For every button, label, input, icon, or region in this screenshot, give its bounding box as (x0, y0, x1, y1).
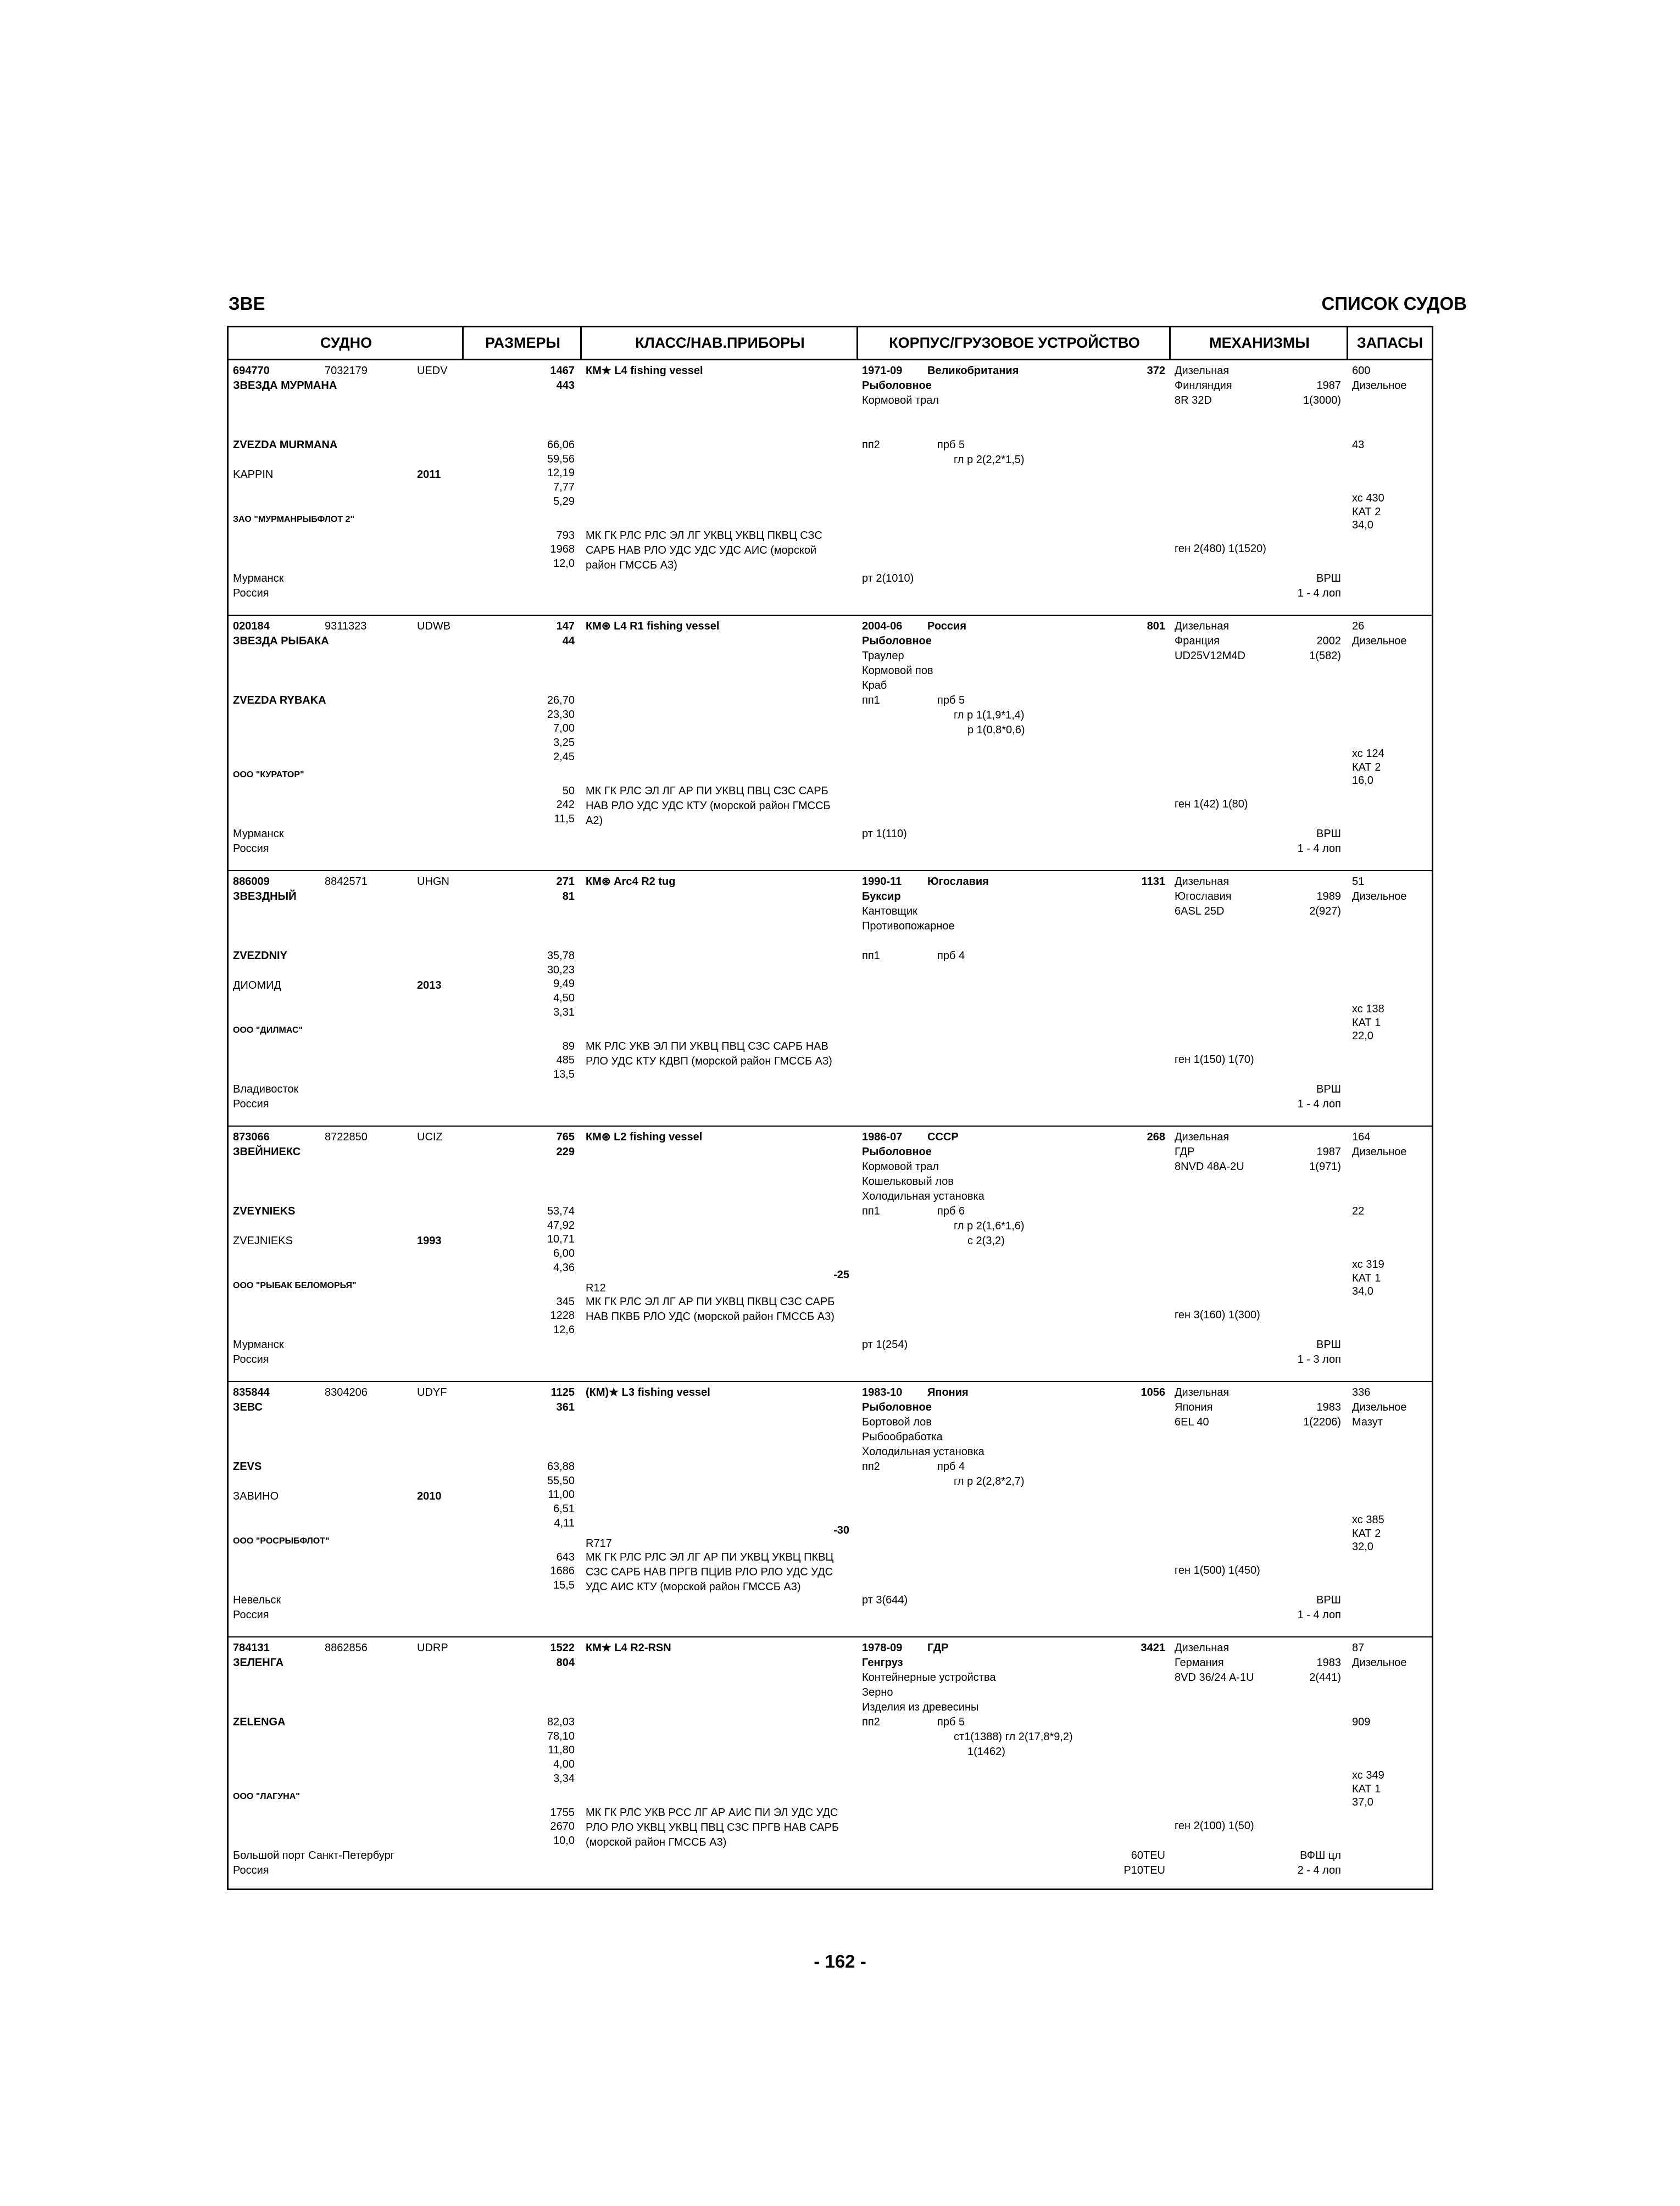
bulkheads: прб 5 (937, 439, 965, 451)
stores-category: КАТ 1 (1352, 1017, 1381, 1029)
vessel-name-latin: ZVEZDA RYBAKA (233, 694, 326, 706)
navigation-equipment: МК ГК РЛС ЭЛ ЛГ АР ПИ УКВЦ ПВЦ СЗС САРБ НАВ РЛО УДС УДС КТУ (морской район ГМССБ А2) (586, 785, 831, 827)
cargo-gear: рт 2(1010) (862, 572, 914, 584)
vessel-name: ЗЕВС (233, 1401, 263, 1413)
stores-category: КАТ 2 (1352, 1528, 1381, 1540)
weight-value: 11,5 (554, 813, 575, 825)
hatch-info: ст1(1388) гл 2(17,8*9,2) (954, 1731, 1073, 1743)
weight-value: 13,5 (553, 1068, 575, 1080)
imo-number: 8842571 (325, 876, 368, 888)
registration-year: 2011 (417, 469, 441, 481)
navigation-equipment: МК ГК РЛС УКВ РСС ЛГ АР АИС ПИ ЭЛ УДС УДС РЛО РЛО УКВЦ УКВЦ ПВЦ СЗС ПРГВ НАВ САРБ (морской район ГМССБ А3) (586, 1807, 839, 1848)
net-tonnage: 229 (556, 1146, 575, 1158)
stores-capacity: хс 124 (1352, 748, 1384, 760)
net-tonnage: 361 (556, 1401, 575, 1413)
hatch-info: 1(1462) (967, 1746, 1005, 1758)
hull-feature: Изделия из древесины (862, 1701, 979, 1713)
vessel-name: ЗЕЛЕНГА (233, 1657, 284, 1669)
engine-country: Япония (1175, 1401, 1213, 1413)
imo-number: 8722850 (325, 1131, 368, 1143)
former-name: ЗАВИНО (233, 1490, 279, 1502)
net-tonnage: 804 (556, 1657, 575, 1669)
vessel-record (229, 1382, 1432, 1637)
column-header-dimensions: РАЗМЕРЫ (464, 327, 582, 360)
former-name: KAPPIN (233, 469, 274, 481)
fuel-type: Дизельное (1352, 635, 1407, 647)
stores-category: КАТ 1 (1352, 1272, 1381, 1284)
hull-feature: Краб (862, 679, 887, 692)
engine-country: ГДР (1175, 1146, 1195, 1158)
hull-feature: Холодильная установка (862, 1190, 984, 1202)
dimension-value: 47,92 (547, 1219, 575, 1232)
engine-country: Югославия (1175, 890, 1232, 903)
home-port: Владивосток (233, 1083, 299, 1095)
stores-capacity: хс 385 (1352, 1514, 1384, 1526)
engine-power: 1(971) (1309, 1161, 1341, 1173)
dimension-value: 59,56 (547, 453, 575, 465)
dimension-value: 6,51 (553, 1503, 575, 1515)
vessel-type: Рыболовное (862, 635, 932, 647)
dimension-value: 3,34 (553, 1773, 575, 1785)
generators: ген 1(150) 1(70) (1175, 1054, 1254, 1066)
call-sign: UCIZ (417, 1131, 443, 1143)
fuel-amount: 26 (1352, 620, 1365, 632)
dimension-value: 10,71 (547, 1233, 575, 1245)
dimension-value: 78,10 (547, 1730, 575, 1742)
bulkheads: прб 4 (937, 1461, 965, 1473)
dimension-value: 26,70 (547, 694, 575, 706)
bulkheads: прб 6 (937, 1205, 965, 1217)
build-country: СССР (927, 1131, 959, 1143)
gross-tonnage: 1467 (550, 365, 575, 377)
dimension-value: 82,03 (547, 1716, 575, 1728)
ice-temperature: -30 (833, 1524, 849, 1536)
engine-type: Дизельная (1175, 1642, 1230, 1654)
propeller-blades: 1 - 4 лоп (1297, 1609, 1341, 1621)
hatch-info: с 2(3,2) (967, 1235, 1005, 1247)
vessel-name-latin: ZELENGA (233, 1716, 286, 1728)
dimension-value: 30,23 (547, 964, 575, 976)
engine-model: UD25V12M4D (1175, 650, 1245, 662)
water-stores: 22 (1352, 1205, 1365, 1217)
hatch-info: гл р 2(2,2*1,5) (954, 454, 1025, 466)
registration-year: 1993 (417, 1235, 442, 1247)
vessel-name: ЗВЕЗДА МУРМАНА (233, 380, 337, 392)
class-notation: КМ★ L4 R2-RSN (586, 1642, 671, 1654)
stores-value: 34,0 (1352, 519, 1373, 531)
weight-value: 89 (562, 1040, 575, 1052)
imo-number: 8862856 (325, 1642, 368, 1654)
dimension-value: 7,77 (553, 481, 575, 493)
propeller: ВРШ (1316, 1339, 1341, 1351)
hull-number: 3421 (1141, 1642, 1165, 1654)
engine-type: Дизельная (1175, 1386, 1230, 1399)
fuel-type: Дизельное (1352, 1657, 1407, 1669)
vessel-name: ЗВЕЙНИЕКС (233, 1146, 301, 1158)
registry-number: 784131 (233, 1642, 270, 1654)
dimension-value: 2,45 (553, 751, 575, 763)
dimension-value: 4,36 (553, 1262, 575, 1274)
hull-number: 1131 (1141, 876, 1165, 888)
registry-number: 694770 (233, 365, 270, 377)
generators: ген 3(160) 1(300) (1175, 1309, 1260, 1321)
hull-feature: Контейнерные устройства (862, 1672, 996, 1684)
engine-type: Дизельная (1175, 365, 1230, 377)
hull-feature: Противопожарное (862, 920, 955, 932)
build-country: Югославия (927, 876, 989, 888)
engine-power: 1(3000) (1303, 394, 1341, 406)
cargo-gear: рт 1(254) (862, 1339, 908, 1351)
owner: ООО "КУРАТОР" (233, 770, 304, 779)
registration-year: 2013 (417, 979, 442, 991)
generators: ген 2(480) 1(1520) (1175, 543, 1266, 555)
dimension-value: 4,11 (554, 1517, 575, 1529)
navigation-equipment: МК ГК РЛС РЛС ЭЛ ЛГ УКВЦ УКВЦ ПКВЦ СЗС САРБ НАВ РЛО УДС УДС УДС АИС (морской район ГМССБ А3) (586, 530, 822, 571)
weight-value: 15,5 (553, 1579, 575, 1591)
vessel-type: Буксир (862, 890, 901, 903)
home-port: Мурманск (233, 828, 284, 840)
dimension-value: 9,49 (553, 978, 575, 990)
build-date: 1983-10 (862, 1386, 903, 1399)
vessel-name-latin: ZVEZDNIY (233, 950, 287, 962)
home-port: Мурманск (233, 572, 284, 584)
vessel-type: Рыболовное (862, 1146, 932, 1158)
vessel-record (229, 360, 1432, 616)
hatch-info: гл р 2(1,6*1,6) (954, 1220, 1025, 1232)
stores-capacity: хс 138 (1352, 1003, 1384, 1015)
weight-value: 12,6 (553, 1324, 575, 1336)
build-date: 1986-07 (862, 1131, 903, 1143)
stores-value: 22,0 (1352, 1030, 1373, 1042)
hull-feature: Кантовщик (862, 905, 917, 917)
vessel-record (229, 1637, 1432, 1893)
hatch-info: гл р 2(2,8*2,7) (954, 1475, 1025, 1488)
propeller: ВРШ (1316, 572, 1341, 584)
decks: пп2 (862, 1461, 880, 1473)
dimension-value: 12,19 (547, 467, 575, 479)
weight-value: 12,0 (553, 558, 575, 570)
dimension-value: 66,06 (547, 439, 575, 451)
dimension-value: 63,88 (547, 1461, 575, 1473)
class-notation: (КМ)★ L3 fishing vessel (586, 1386, 710, 1399)
hull-feature: Рыбообработка (862, 1431, 943, 1443)
flag-country: Россия (233, 1609, 269, 1621)
vessel-type: Генгруз (862, 1657, 903, 1669)
dimension-value: 11,00 (548, 1489, 575, 1501)
stores-capacity: хс 349 (1352, 1769, 1384, 1781)
weight-value: 345 (556, 1296, 575, 1308)
dimension-value: 4,00 (553, 1758, 575, 1770)
column-header-class: КЛАСС/НАВ.ПРИБОРЫ (582, 327, 858, 360)
engine-model: 6EL 40 (1175, 1416, 1209, 1428)
vessel-name: ЗВЕЗДА РЫБАКА (233, 635, 329, 647)
stores-category: КАТ 2 (1352, 506, 1381, 518)
weight-value: 10,0 (553, 1835, 575, 1847)
build-date: 1978-09 (862, 1642, 903, 1654)
call-sign: UEDV (417, 365, 448, 377)
vessel-record (229, 1127, 1432, 1382)
navigation-equipment: МК РЛС УКВ ЭЛ ПИ УКВЦ ПВЦ СЗС САРБ НАВ РЛО УДС КТУ КДВП (морской район ГМССБ А3) (586, 1040, 832, 1067)
net-tonnage: 443 (556, 380, 575, 392)
column-header-machinery: МЕХАНИЗМЫ (1171, 327, 1348, 360)
engine-year: 1983 (1316, 1657, 1341, 1669)
class-notation: КМ⊛ Arc4 R2 tug (586, 876, 676, 888)
column-header-hull: КОРПУС/ГРУЗОВОЕ УСТРОЙСТВО (858, 327, 1171, 360)
column-header-stores: ЗАПАСЫ (1348, 327, 1432, 360)
water-stores: 909 (1352, 1716, 1371, 1728)
engine-type: Дизельная (1175, 876, 1230, 888)
dimension-value: 5,29 (553, 495, 575, 508)
propeller-blades: 2 - 4 лоп (1297, 1864, 1341, 1876)
engine-power: 1(2206) (1303, 1416, 1341, 1428)
vessel-name-latin: ZVEYNIEKS (233, 1205, 296, 1217)
page-header-left: ЗВЕ (229, 293, 265, 314)
weight-value: 1686 (550, 1565, 575, 1577)
call-sign: UHGN (417, 876, 449, 888)
registry-number: 886009 (233, 876, 270, 888)
call-sign: UDRP (417, 1642, 448, 1654)
ice-temperature: -25 (833, 1269, 849, 1281)
fuel-type: Дизельное (1352, 1401, 1407, 1413)
weight-value: 793 (556, 530, 575, 542)
engine-model: 8VD 36/24 A-1U (1175, 1672, 1254, 1684)
registry-number: 873066 (233, 1131, 270, 1143)
engine-country: Финляндия (1175, 380, 1232, 392)
decks: пп1 (862, 950, 880, 962)
propeller: ВФШ цл (1300, 1850, 1341, 1862)
stores-capacity: хс 430 (1352, 492, 1384, 504)
stores-value: 34,0 (1352, 1285, 1373, 1297)
dimension-value: 3,31 (553, 1006, 575, 1018)
hatch-info: гл р 1(1,9*1,4) (954, 709, 1025, 721)
engine-power: 2(927) (1309, 905, 1341, 917)
engine-power: 1(582) (1309, 650, 1341, 662)
stores-category: КАТ 2 (1352, 761, 1381, 773)
propeller-blades: 1 - 4 лоп (1297, 1098, 1341, 1110)
owner: ООО "ДИЛМАС" (233, 1026, 303, 1035)
hull-feature: Бортовой лов (862, 1416, 932, 1428)
registry-number: 835844 (233, 1386, 270, 1399)
engine-year: 1987 (1316, 1146, 1341, 1158)
engine-power: 2(441) (1309, 1672, 1341, 1684)
fuel-type: Дизельное (1352, 1146, 1407, 1158)
vessel-table (227, 326, 1433, 1890)
owner: ООО "РОСРЫБФЛОТ" (233, 1536, 330, 1546)
hull-feature: Зерно (862, 1686, 893, 1698)
gross-tonnage: 1522 (550, 1642, 575, 1654)
engine-country: Франция (1175, 635, 1220, 647)
vessel-name: ЗВЕЗДНЫЙ (233, 890, 297, 903)
registry-number: 020184 (233, 620, 270, 632)
hatch-info: р 1(0,8*0,6) (967, 724, 1025, 736)
class-extra: R12 (586, 1282, 606, 1294)
call-sign: UDWB (417, 620, 451, 632)
engine-year: 1987 (1316, 380, 1341, 392)
call-sign: UDYF (417, 1386, 447, 1399)
water-stores: 43 (1352, 439, 1365, 451)
former-name: ZVEJNIEKS (233, 1235, 293, 1247)
weight-value: 2670 (550, 1820, 575, 1832)
bulkheads: прб 5 (937, 1716, 965, 1728)
dimension-value: 3,25 (553, 737, 575, 749)
engine-model: 8R 32D (1175, 394, 1212, 406)
generators: ген 2(100) 1(50) (1175, 1820, 1254, 1832)
cargo-gear: рт 3(644) (862, 1594, 908, 1606)
owner: ООО "ЛАГУНА" (233, 1792, 300, 1801)
registration-year: 2010 (417, 1490, 442, 1502)
decks: пп2 (862, 1716, 880, 1728)
engine-model: 8NVD 48A-2U (1175, 1161, 1244, 1173)
flag-country: Россия (233, 1098, 269, 1110)
build-country: ГДР (927, 1642, 949, 1654)
hull-feature: Холодильная установка (862, 1446, 984, 1458)
fuel-type: Дизельное (1352, 890, 1407, 903)
decks: пп2 (862, 439, 880, 451)
navigation-equipment: МК ГК РЛС ЭЛ ЛГ АР ПИ УКВЦ ПКВЦ СЗС САРБ НАВ ПКВБ РЛО УДС (морской район ГМССБ А3) (586, 1296, 835, 1323)
build-country: Великобритания (927, 365, 1019, 377)
flag-country: Россия (233, 1353, 269, 1366)
bulkheads: прб 4 (937, 950, 965, 962)
fuel-amount: 164 (1352, 1131, 1371, 1143)
dimension-value: 53,74 (547, 1205, 575, 1217)
weight-value: 242 (556, 799, 575, 811)
hull-feature: Траулер (862, 650, 904, 662)
engine-year: 1983 (1316, 1401, 1341, 1413)
hull-number: 801 (1147, 620, 1165, 632)
dimension-value: 4,50 (553, 992, 575, 1004)
fuel-amount: 600 (1352, 365, 1371, 377)
imo-number: 9311323 (325, 620, 367, 632)
stores-value: 32,0 (1352, 1541, 1373, 1553)
teu-capacity: 60TEU (1131, 1850, 1165, 1862)
propeller-blades: 1 - 3 лоп (1297, 1353, 1341, 1366)
weight-value: 485 (556, 1054, 575, 1066)
build-date: 1990-11 (862, 876, 902, 888)
weight-value: 1755 (550, 1807, 575, 1819)
dimension-value: 35,78 (547, 950, 575, 962)
propeller: ВРШ (1316, 828, 1341, 840)
vessel-name-latin: ZEVS (233, 1461, 262, 1473)
class-extra: R717 (586, 1537, 612, 1550)
hull-feature: Кормовой пов (862, 665, 933, 677)
weight-value: 643 (556, 1551, 575, 1563)
owner: ЗАО "МУРМАНРЫБФЛОТ 2" (233, 515, 355, 524)
stores-value: 37,0 (1352, 1796, 1373, 1808)
page-header-right: СПИСОК СУДОВ (1321, 293, 1467, 314)
class-notation: КМ★ L4 fishing vessel (586, 365, 703, 377)
bulkheads: прб 5 (937, 694, 965, 706)
engine-type: Дизельная (1175, 1131, 1230, 1143)
stores-capacity: хс 319 (1352, 1258, 1384, 1271)
weight-value: 1228 (550, 1310, 575, 1322)
decks: пп1 (862, 694, 880, 706)
vessel-name-latin: ZVEZDA MURMANA (233, 439, 338, 451)
vessel-type: Рыболовное (862, 1401, 932, 1413)
class-notation: КМ⊛ L4 R1 fishing vessel (586, 620, 720, 632)
stores-value: 16,0 (1352, 775, 1373, 787)
column-header-vessel: СУДНО (229, 327, 464, 360)
vessel-record (229, 616, 1432, 871)
net-tonnage: 44 (562, 635, 575, 647)
generators: ген 1(42) 1(80) (1175, 798, 1248, 810)
net-tonnage: 81 (562, 890, 575, 903)
stores-category: КАТ 1 (1352, 1783, 1381, 1795)
dimension-value: 6,00 (553, 1247, 575, 1260)
fuel-amount: 51 (1352, 876, 1365, 888)
engine-year: 2002 (1316, 635, 1341, 647)
fuel-amount: 336 (1352, 1386, 1371, 1399)
engine-year: 1989 (1316, 890, 1341, 903)
flag-country: Россия (233, 843, 269, 855)
dimension-value: 7,00 (553, 722, 575, 734)
hull-number: 372 (1147, 365, 1165, 377)
gross-tonnage: 271 (556, 876, 575, 888)
hull-feature: Кошельковый лов (862, 1176, 954, 1188)
flag-country: Россия (233, 1864, 269, 1876)
build-date: 2004-06 (862, 620, 903, 632)
build-country: Япония (927, 1386, 969, 1399)
hull-number: 1056 (1141, 1386, 1165, 1399)
gross-tonnage: 1125 (550, 1386, 575, 1399)
fuel-type-secondary: Мазут (1352, 1416, 1383, 1428)
decks: пп1 (862, 1205, 880, 1217)
imo-number: 8304206 (325, 1386, 368, 1399)
flag-country: Россия (233, 587, 269, 599)
fuel-type: Дизельное (1352, 380, 1407, 392)
propeller: ВРШ (1316, 1083, 1341, 1095)
hull-feature: Кормовой трал (862, 1161, 939, 1173)
engine-type: Дизельная (1175, 620, 1230, 632)
weight-value: 50 (562, 785, 575, 797)
dimension-value: 55,50 (547, 1475, 575, 1487)
teu-capacity-alt: P10TEU (1123, 1864, 1165, 1876)
propeller: ВРШ (1316, 1594, 1341, 1606)
former-name: ДИОМИД (233, 979, 282, 991)
build-date: 1971-09 (862, 365, 903, 377)
engine-model: 6ASL 25D (1175, 905, 1225, 917)
owner: ООО "РЫБАК БЕЛОМОРЬЯ" (233, 1281, 357, 1290)
home-port: Невельск (233, 1594, 281, 1606)
engine-country: Германия (1175, 1657, 1224, 1669)
build-country: Россия (927, 620, 967, 632)
class-notation: КМ⊛ L2 fishing vessel (586, 1131, 703, 1143)
page-number: - 162 - (814, 1951, 866, 1971)
vessel-type: Рыболовное (862, 380, 932, 392)
fuel-amount: 87 (1352, 1642, 1365, 1654)
generators: ген 1(500) 1(450) (1175, 1564, 1260, 1576)
propeller-blades: 1 - 4 лоп (1297, 587, 1341, 599)
navigation-equipment: МК ГК РЛС РЛС ЭЛ ЛГ АР ПИ УКВЦ УКВЦ ПКВЦ СЗС САРБ НАВ ПРГВ ПЦИВ РЛО РЛО УДС УДС УДС АИС КТУ (морской район ГМССБ А3) (586, 1551, 834, 1593)
vessel-record (229, 871, 1432, 1127)
gross-tonnage: 765 (556, 1131, 575, 1143)
gross-tonnage: 147 (556, 620, 575, 632)
hull-number: 268 (1147, 1131, 1165, 1143)
dimension-value: 23,30 (547, 709, 575, 721)
home-port: Большой порт Санкт-Петербург (233, 1850, 395, 1862)
propeller-blades: 1 - 4 лоп (1297, 843, 1341, 855)
weight-value: 1968 (550, 543, 575, 555)
home-port: Мурманск (233, 1339, 284, 1351)
hull-feature: Кормовой трал (862, 394, 939, 406)
dimension-value: 11,80 (548, 1744, 575, 1756)
imo-number: 7032179 (325, 365, 368, 377)
cargo-gear: рт 1(110) (862, 828, 907, 840)
